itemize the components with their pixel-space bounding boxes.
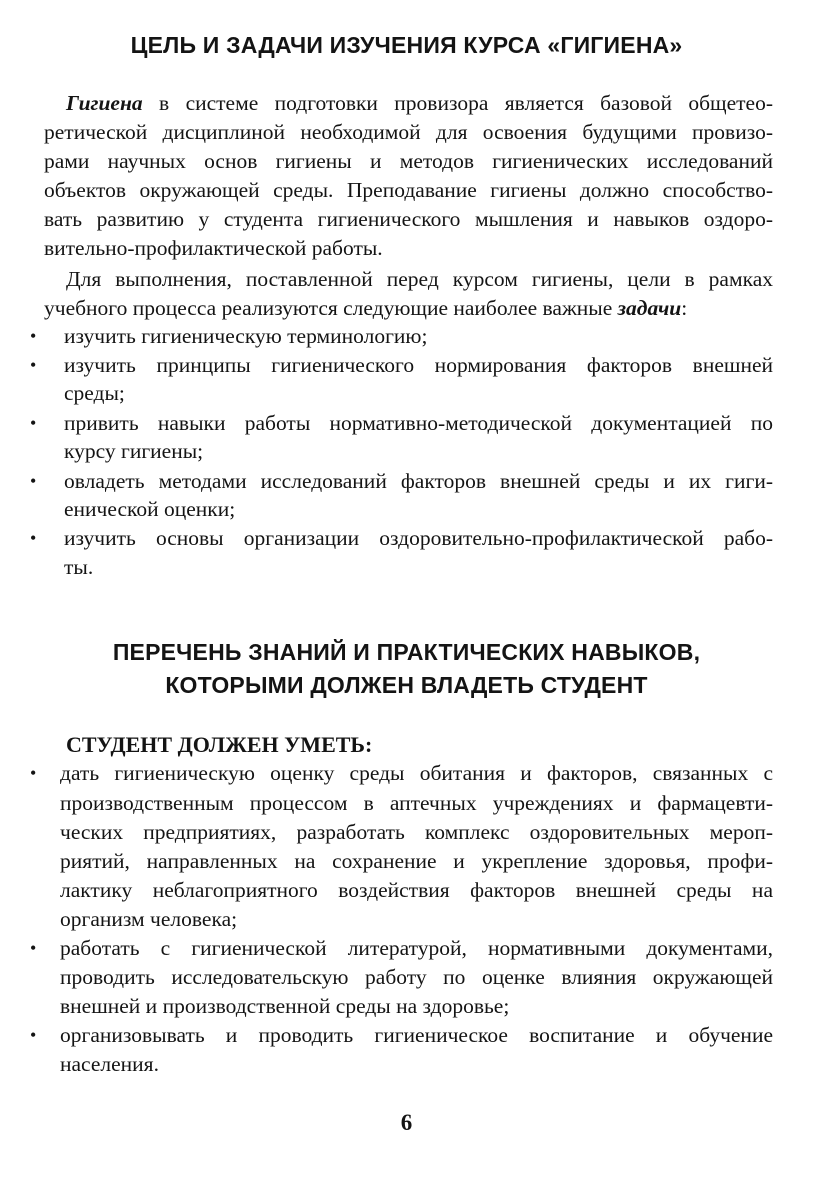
task-item-3-cont: курсу гигиены;: [64, 439, 204, 463]
task-item-3: привить навыки работы нормативно-методической документацией по: [64, 411, 773, 435]
bullet-icon: •: [30, 413, 37, 433]
skill-item-1-cont: производственным процессом в аптечных учреждениях и фармацевти-: [60, 791, 773, 815]
section1-title: ЦЕЛЬ И ЗАДАЧИ ИЗУЧЕНИЯ КУРСА «ГИГИЕНА»: [130, 32, 683, 58]
bullet-icon: •: [30, 1025, 37, 1045]
skill-item-2-cont: проводить исследовательскую работу по оценке влияния окружающей: [60, 965, 773, 989]
p1-line-3: рами научных основ гигиены и методов гигиенических исследований: [44, 149, 773, 173]
p2-line-2: учебного процесса реализуются следующие наиболее важные задачи:: [44, 296, 688, 320]
p1-lead-term: Гигиена: [66, 91, 143, 115]
p2-line-1: Для выполнения, поставленной перед курсом гигиены, цели в рамках: [66, 267, 773, 291]
tasks-keyword: задачи: [617, 296, 682, 320]
bullet-icon: •: [30, 938, 37, 958]
p1-line-2: ретической дисциплиной необходимой для освоения будущими провизо-: [44, 120, 773, 144]
section2-title-line-2: КОТОРЫМИ ДОЛЖЕН ВЛАДЕТЬ СТУДЕНТ: [165, 672, 648, 698]
task-item-4-cont: енической оценки;: [64, 497, 236, 521]
skill-item-2-cont: внешней и производственной среды на здоровье;: [60, 994, 510, 1018]
skill-item-2: работать с гигиенической литературой, нормативными документами,: [60, 936, 773, 960]
section2-title-line-1: ПЕРЕЧЕНЬ ЗНАНИЙ И ПРАКТИЧЕСКИХ НАВЫКОВ,: [112, 639, 701, 665]
p1-line-1: Гигиена в системе подготовки провизора является базовой общетео-: [66, 91, 773, 115]
skill-item-3: организовывать и проводить гигиеническое воспитание и обучение: [60, 1023, 773, 1047]
skill-item-1-cont: ческих предприятиях, разработать комплекс оздоровительных мероп-: [60, 820, 773, 844]
task-item-5: изучить основы организации оздоровительно-профилактической рабо-: [64, 526, 773, 550]
skill-item-3-cont: населения.: [60, 1052, 159, 1076]
bullet-icon: •: [30, 471, 37, 491]
skill-item-1-cont: лактику неблагоприятного воздействия факторов внешней среды на: [60, 878, 773, 902]
task-item-1: изучить гигиеническую терминологию;: [64, 324, 428, 348]
skills-subheading: СТУДЕНТ ДОЛЖЕН УМЕТЬ:: [66, 732, 373, 757]
task-item-5-cont: ты.: [64, 555, 94, 579]
bullet-icon: •: [30, 763, 37, 783]
page-number: 6: [400, 1110, 413, 1135]
p1-line-6: вительно-профилактической работы.: [44, 236, 383, 260]
skill-item-1: дать гигиеническую оценку среды обитания и факторов, связанных с: [60, 761, 773, 785]
task-item-2: изучить принципы гигиенического нормирования факторов внешней: [64, 353, 773, 377]
p1-line-5: вать развитию у студента гигиенического мышления и навыков оздоро-: [44, 207, 773, 231]
skill-item-1-cont: организм человека;: [60, 907, 238, 931]
bullet-icon: •: [30, 528, 37, 548]
task-item-2-cont: среды;: [64, 381, 125, 405]
p1-line-4: объектов окружающей среды. Преподавание гигиены должно способство-: [44, 178, 773, 202]
bullet-icon: •: [30, 326, 37, 346]
bullet-icon: •: [30, 355, 37, 375]
task-item-4: овладеть методами исследований факторов внешней среды и их гиги-: [64, 469, 773, 493]
skill-item-1-cont: риятий, направленных на сохранение и укрепление здоровья, профи-: [60, 849, 773, 873]
